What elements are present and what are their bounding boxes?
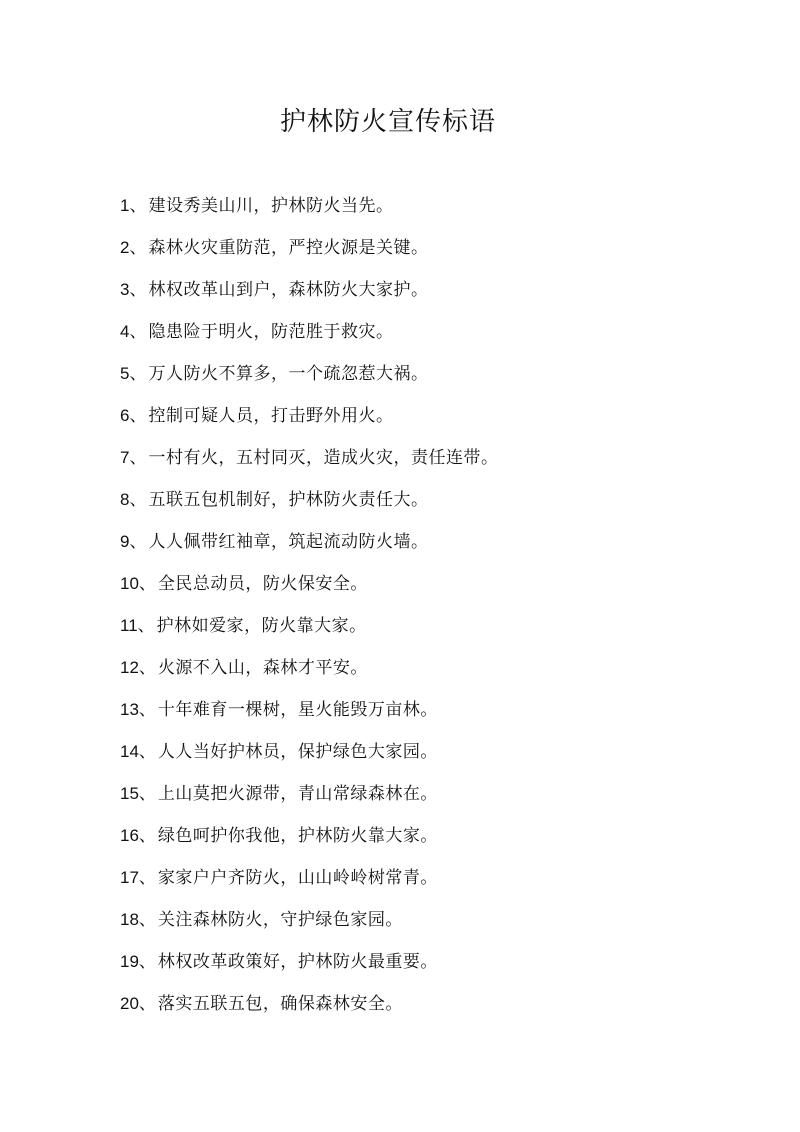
list-item bbox=[120, 398, 498, 440]
slogan-list bbox=[120, 188, 498, 1028]
slogan-text: 十年难育一棵树，星火能毁万亩林。 bbox=[157, 700, 438, 720]
slogan-text: 林权改革政策好，护林防火最重要。 bbox=[157, 952, 438, 972]
list-item bbox=[120, 650, 498, 692]
item-separator: 、 bbox=[138, 574, 156, 594]
list-item bbox=[120, 314, 498, 356]
item-number: 2 bbox=[120, 238, 130, 257]
item-separator: 、 bbox=[129, 196, 147, 216]
item-number: 3 bbox=[120, 280, 130, 299]
item-separator: 、 bbox=[138, 952, 156, 972]
list-item bbox=[120, 944, 498, 986]
item-separator: 、 bbox=[138, 700, 156, 720]
item-separator: 、 bbox=[129, 406, 147, 426]
item-number: 8 bbox=[120, 490, 130, 509]
list-item bbox=[120, 692, 498, 734]
slogan-text: 火源不入山，森林才平安。 bbox=[157, 658, 368, 678]
item-number: 10 bbox=[120, 574, 139, 593]
slogan-text: 建设秀美山川，护林防火当先。 bbox=[148, 196, 394, 216]
item-separator: 、 bbox=[138, 868, 156, 888]
list-item bbox=[120, 860, 498, 902]
item-separator: 、 bbox=[138, 910, 156, 930]
slogan-text: 控制可疑人员，打击野外用火。 bbox=[148, 406, 394, 426]
item-separator: 、 bbox=[138, 658, 156, 678]
slogan-text: 一村有火，五村同灭，造成火灾，责任连带。 bbox=[148, 448, 499, 468]
slogan-text: 绿色呵护你我他，护林防火靠大家。 bbox=[157, 826, 438, 846]
item-separator: 、 bbox=[138, 826, 156, 846]
list-item bbox=[120, 230, 498, 272]
slogan-text: 家家户户齐防火，山山岭岭树常青。 bbox=[157, 868, 438, 888]
item-number: 17 bbox=[120, 868, 139, 887]
item-separator: 、 bbox=[129, 280, 147, 300]
slogan-text: 林权改革山到户，森林防火大家护。 bbox=[148, 280, 429, 300]
item-separator: 、 bbox=[138, 784, 156, 804]
slogan-text: 隐患险于明火，防范胜于救灾。 bbox=[148, 322, 394, 342]
item-number: 18 bbox=[120, 910, 139, 929]
list-item bbox=[120, 566, 498, 608]
list-item bbox=[120, 188, 498, 230]
item-number: 9 bbox=[120, 532, 130, 551]
list-item bbox=[120, 272, 498, 314]
slogan-text: 万人防火不算多，一个疏忽惹大祸。 bbox=[148, 364, 429, 384]
item-separator: 、 bbox=[129, 364, 147, 384]
item-number: 13 bbox=[120, 700, 139, 719]
item-separator: 、 bbox=[138, 742, 156, 762]
item-separator: 、 bbox=[137, 616, 155, 636]
list-item bbox=[120, 482, 498, 524]
slogan-text: 人人佩带红袖章，筑起流动防火墙。 bbox=[148, 532, 429, 552]
slogan-text: 上山莫把火源带，青山常绿森林在。 bbox=[157, 784, 438, 804]
document-title: 护林防火宣传标语 bbox=[279, 107, 496, 137]
slogan-text: 全民总动员，防火保安全。 bbox=[157, 574, 368, 594]
item-separator: 、 bbox=[129, 448, 147, 468]
list-item bbox=[120, 902, 498, 944]
item-number: 7 bbox=[120, 448, 130, 467]
slogan-text: 落实五联五包，确保森林安全。 bbox=[157, 994, 403, 1014]
item-number: 12 bbox=[120, 658, 139, 677]
slogan-text: 关注森林防火，守护绿色家园。 bbox=[157, 910, 403, 930]
list-item bbox=[120, 734, 498, 776]
slogan-text: 护林如爱家，防火靠大家。 bbox=[156, 616, 367, 636]
list-item bbox=[120, 818, 498, 860]
item-number: 15 bbox=[120, 784, 139, 803]
item-number: 5 bbox=[120, 364, 130, 383]
slogan-text: 人人当好护林员，保护绿色大家园。 bbox=[157, 742, 438, 762]
list-item bbox=[120, 986, 498, 1028]
slogan-text: 森林火灾重防范，严控火源是关键。 bbox=[148, 238, 429, 258]
list-item bbox=[120, 524, 498, 566]
item-number: 4 bbox=[120, 322, 130, 341]
list-item bbox=[120, 776, 498, 818]
item-number: 6 bbox=[120, 406, 130, 425]
item-separator: 、 bbox=[129, 490, 147, 510]
item-separator: 、 bbox=[129, 322, 147, 342]
item-number: 16 bbox=[120, 826, 139, 845]
item-number: 11 bbox=[120, 616, 138, 635]
list-item bbox=[120, 440, 498, 482]
item-number: 14 bbox=[120, 742, 139, 761]
item-number: 19 bbox=[120, 952, 139, 971]
item-separator: 、 bbox=[138, 994, 156, 1014]
item-separator: 、 bbox=[129, 532, 147, 552]
item-number: 20 bbox=[120, 994, 139, 1013]
slogan-text: 五联五包机制好，护林防火责任大。 bbox=[148, 490, 429, 510]
list-item bbox=[120, 608, 498, 650]
item-number: 1 bbox=[120, 196, 130, 215]
list-item bbox=[120, 356, 498, 398]
item-separator: 、 bbox=[129, 238, 147, 258]
